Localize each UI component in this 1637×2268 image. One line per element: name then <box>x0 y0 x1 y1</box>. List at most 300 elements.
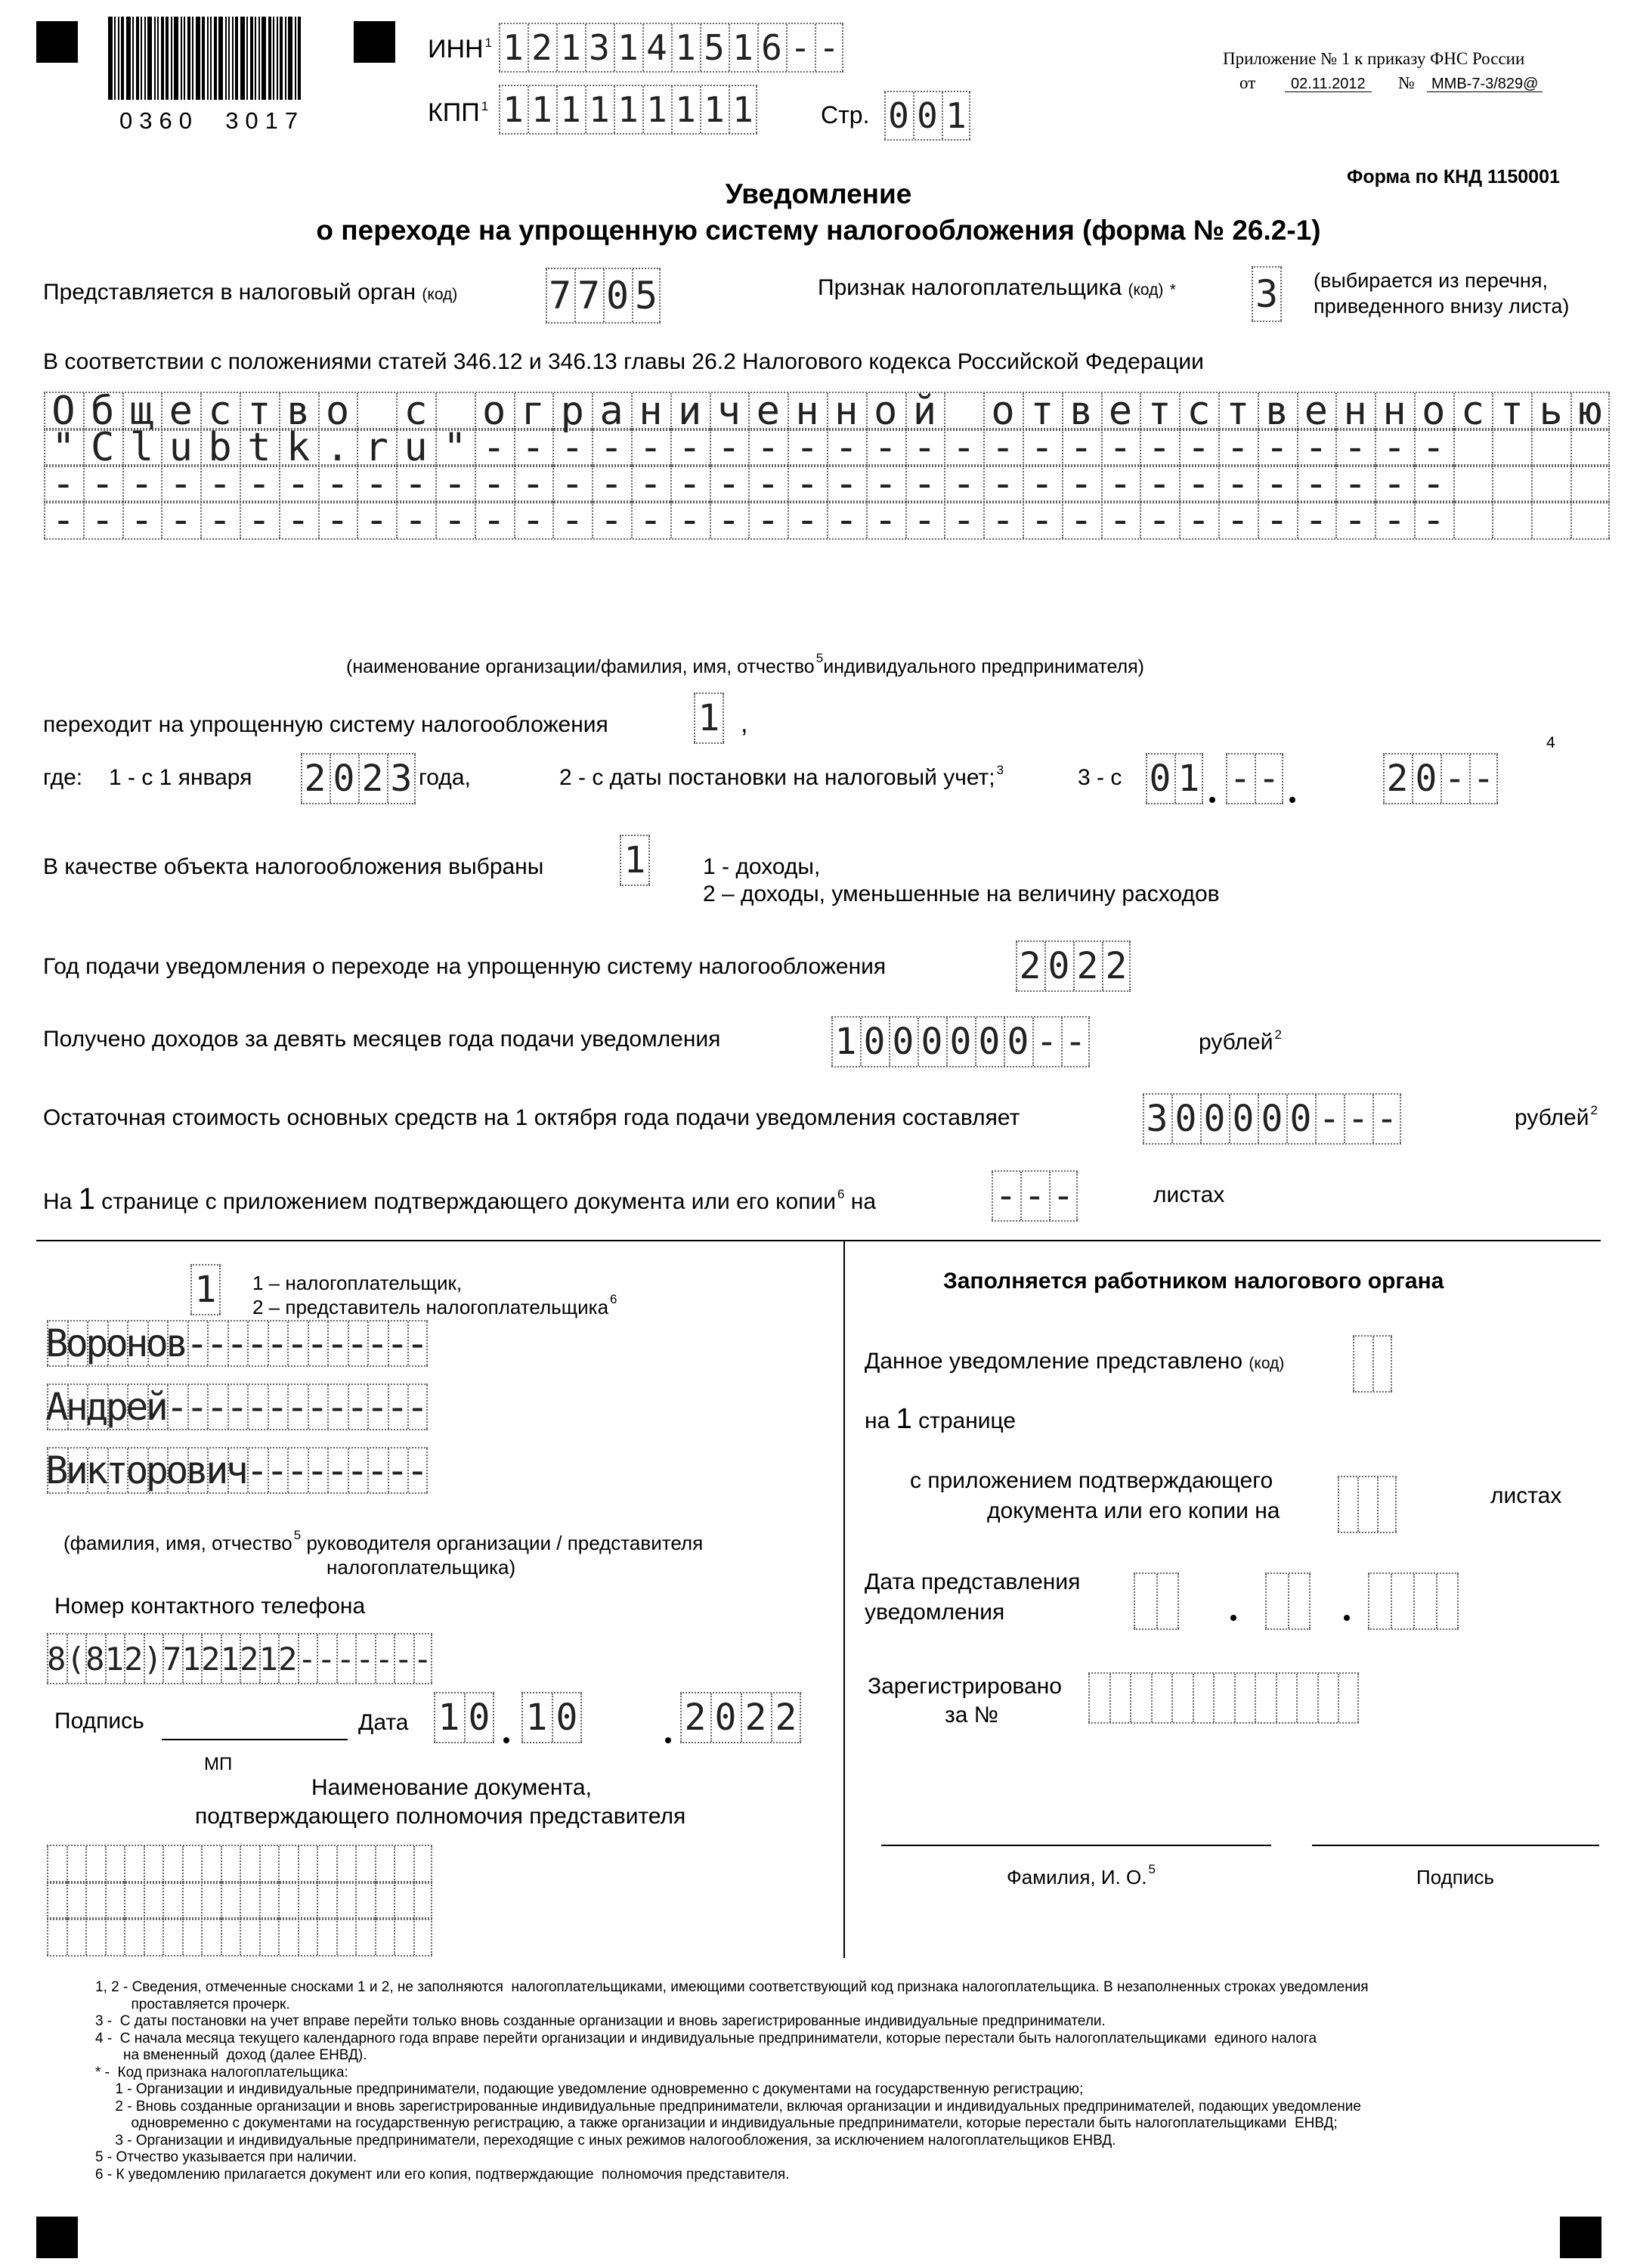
input-cell[interactable] <box>1258 497 1297 543</box>
input-cell[interactable] <box>355 1634 375 1683</box>
input-cell[interactable] <box>631 461 670 507</box>
input-cell[interactable] <box>287 1321 308 1365</box>
input-cell[interactable] <box>1372 1095 1401 1143</box>
input-cell[interactable] <box>394 1634 413 1683</box>
input-cell[interactable] <box>748 461 788 507</box>
input-cell[interactable] <box>227 1321 248 1365</box>
input-cell[interactable] <box>182 1882 202 1919</box>
input-cell[interactable] <box>1062 461 1101 507</box>
input-cell[interactable] <box>603 269 632 322</box>
input-cell[interactable] <box>1375 389 1414 434</box>
input-cell[interactable] <box>124 1919 144 1955</box>
input-cell[interactable] <box>521 1693 552 1742</box>
input-cell[interactable] <box>200 389 240 434</box>
input-cell[interactable] <box>866 425 905 470</box>
input-cell[interactable] <box>336 1882 356 1919</box>
input-cell[interactable] <box>1570 429 1610 466</box>
input-cell[interactable] <box>407 1448 428 1492</box>
input-cell[interactable] <box>552 1693 582 1742</box>
input-cell[interactable] <box>336 1846 356 1882</box>
input-cell[interactable] <box>83 497 122 543</box>
input-cell[interactable] <box>161 461 200 507</box>
input-cell[interactable] <box>788 389 827 434</box>
input-cell[interactable] <box>240 425 279 470</box>
input-cell[interactable] <box>161 425 200 470</box>
input-cell[interactable] <box>815 24 843 71</box>
input-cell[interactable] <box>475 425 514 470</box>
input-cell[interactable] <box>1130 1674 1151 1722</box>
input-cell[interactable] <box>105 1882 125 1919</box>
input-cell[interactable] <box>394 1919 413 1955</box>
input-cell[interactable] <box>435 497 475 543</box>
input-cell[interactable] <box>1315 1095 1344 1143</box>
input-cell[interactable] <box>1255 1674 1276 1722</box>
input-cell[interactable] <box>47 1919 67 1955</box>
input-cell[interactable] <box>240 497 279 543</box>
input-cell[interactable] <box>124 1882 144 1919</box>
input-cell[interactable] <box>83 425 122 470</box>
input-cell[interactable] <box>1171 1095 1200 1143</box>
input-cell[interactable] <box>1375 497 1414 543</box>
input-cell[interactable] <box>1338 1477 1357 1532</box>
input-cell[interactable] <box>1004 1018 1032 1066</box>
input-cell[interactable] <box>1023 497 1062 543</box>
input-cell[interactable] <box>435 425 475 470</box>
input-cell[interactable] <box>1531 466 1570 502</box>
input-cell[interactable] <box>670 461 710 507</box>
input-cell[interactable] <box>355 1882 375 1919</box>
input-cell[interactable] <box>748 497 788 543</box>
transition-cells[interactable] <box>694 692 724 744</box>
input-cell[interactable] <box>1252 268 1282 321</box>
input-cell[interactable] <box>710 425 749 470</box>
input-cell[interactable] <box>546 269 574 322</box>
input-cell[interactable] <box>259 1919 279 1955</box>
input-cell[interactable] <box>1062 497 1101 543</box>
input-cell[interactable] <box>680 1693 710 1742</box>
input-cell[interactable] <box>741 1693 771 1742</box>
input-cell[interactable] <box>1062 389 1101 434</box>
input-cell[interactable] <box>1218 425 1258 470</box>
input-cell[interactable] <box>1258 425 1297 470</box>
input-cell[interactable] <box>700 86 729 133</box>
input-cell[interactable] <box>1413 1574 1436 1628</box>
input-cell[interactable] <box>278 1919 298 1955</box>
input-cell[interactable] <box>1134 1574 1156 1628</box>
org-name-row[interactable] <box>44 461 1610 507</box>
input-cell[interactable] <box>190 1266 221 1314</box>
input-cell[interactable] <box>227 1385 248 1429</box>
input-cell[interactable] <box>83 389 122 434</box>
input-cell[interactable] <box>860 1018 889 1066</box>
input-cell[interactable] <box>162 1634 182 1683</box>
input-cell[interactable] <box>975 1018 1004 1066</box>
input-cell[interactable] <box>287 1385 308 1429</box>
input-cell[interactable] <box>1377 1477 1397 1532</box>
input-cell[interactable] <box>357 461 396 507</box>
input-cell[interactable] <box>771 1693 801 1742</box>
input-cell[interactable] <box>83 461 122 507</box>
input-cell[interactable] <box>585 24 614 71</box>
input-cell[interactable] <box>528 24 556 71</box>
input-cell[interactable] <box>884 92 913 139</box>
input-cell[interactable] <box>221 1882 240 1919</box>
input-cell[interactable] <box>1140 389 1179 434</box>
input-cell[interactable] <box>367 1448 388 1492</box>
input-cell[interactable] <box>1140 425 1179 470</box>
input-cell[interactable] <box>1140 461 1179 507</box>
input-cell[interactable] <box>67 1321 88 1365</box>
input-cell[interactable] <box>162 1846 182 1882</box>
input-cell[interactable] <box>1049 1172 1078 1220</box>
input-cell[interactable] <box>396 389 435 434</box>
input-cell[interactable] <box>85 1846 105 1882</box>
input-cell[interactable] <box>1297 497 1336 543</box>
input-cell[interactable] <box>1174 754 1203 803</box>
input-cell[interactable] <box>1492 389 1531 434</box>
input-cell[interactable] <box>1492 429 1531 466</box>
input-cell[interactable] <box>67 1385 88 1429</box>
input-cell[interactable] <box>670 389 710 434</box>
input-cell[interactable] <box>147 1321 168 1365</box>
office-name-line[interactable] <box>881 1845 1271 1846</box>
input-cell[interactable] <box>1297 389 1336 434</box>
input-cell[interactable] <box>85 1634 105 1683</box>
input-cell[interactable] <box>831 1018 860 1066</box>
input-cell[interactable] <box>1338 1674 1359 1722</box>
input-cell[interactable] <box>1368 1574 1391 1628</box>
input-cell[interactable] <box>1391 1574 1413 1628</box>
input-cell[interactable] <box>367 1321 388 1365</box>
input-cell[interactable] <box>247 1448 268 1492</box>
input-cell[interactable] <box>385 1385 409 1429</box>
input-cell[interactable] <box>475 389 514 434</box>
input-cell[interactable] <box>85 1919 105 1955</box>
input-cell[interactable] <box>827 389 866 434</box>
input-cell[interactable] <box>1317 1674 1338 1722</box>
input-cell[interactable] <box>167 1385 187 1429</box>
input-cell[interactable] <box>434 1693 464 1742</box>
input-cell[interactable] <box>200 461 240 507</box>
input-cell[interactable] <box>1061 1018 1090 1066</box>
input-cell[interactable] <box>85 1882 105 1919</box>
input-cell[interactable] <box>614 24 642 71</box>
input-cell[interactable] <box>413 1846 433 1882</box>
representative-document-row[interactable] <box>47 1917 432 1957</box>
input-cell[interactable] <box>47 1846 67 1882</box>
input-cell[interactable] <box>514 389 553 434</box>
signer-date-year-cells[interactable] <box>680 1692 801 1743</box>
input-cell[interactable] <box>1469 754 1498 803</box>
input-cell[interactable] <box>642 24 671 71</box>
input-cell[interactable] <box>355 1919 375 1955</box>
input-cell[interactable] <box>407 1385 428 1429</box>
input-cell[interactable] <box>279 461 318 507</box>
input-cell[interactable] <box>144 1634 163 1683</box>
input-cell[interactable] <box>317 1846 336 1882</box>
input-cell[interactable] <box>259 1882 279 1919</box>
input-cell[interactable] <box>240 1634 259 1683</box>
input-cell[interactable] <box>757 24 786 71</box>
input-cell[interactable] <box>1453 429 1493 466</box>
input-cell[interactable] <box>327 1385 348 1429</box>
input-cell[interactable] <box>1335 389 1375 434</box>
org-name-row[interactable] <box>44 497 1610 543</box>
input-cell[interactable] <box>259 1846 279 1882</box>
org-name-row[interactable] <box>44 389 1610 434</box>
input-cell[interactable] <box>552 389 592 434</box>
input-cell[interactable] <box>200 497 240 543</box>
input-cell[interactable] <box>122 497 162 543</box>
input-cell[interactable] <box>992 1172 1020 1220</box>
input-cell[interactable] <box>87 1321 107 1365</box>
input-cell[interactable] <box>265 1448 289 1492</box>
input-cell[interactable] <box>1218 389 1258 434</box>
input-cell[interactable] <box>207 1385 227 1429</box>
input-cell[interactable] <box>385 1321 409 1365</box>
input-cell[interactable] <box>866 497 905 543</box>
input-cell[interactable] <box>1288 1574 1311 1628</box>
input-cell[interactable] <box>642 86 671 133</box>
input-cell[interactable] <box>827 461 866 507</box>
input-cell[interactable] <box>983 389 1023 434</box>
input-cell[interactable] <box>201 1846 221 1882</box>
input-cell[interactable] <box>1179 497 1218 543</box>
phone-cells[interactable] <box>47 1633 432 1684</box>
input-cell[interactable] <box>1088 1674 1109 1722</box>
input-cell[interactable] <box>221 1634 240 1683</box>
input-cell[interactable] <box>240 389 279 434</box>
input-cell[interactable] <box>317 1919 336 1955</box>
input-cell[interactable] <box>1276 1674 1297 1722</box>
signer-date-month-cells[interactable] <box>521 1692 582 1743</box>
input-cell[interactable] <box>279 425 318 470</box>
input-cell[interactable] <box>1412 754 1440 803</box>
input-cell[interactable] <box>592 497 631 543</box>
input-cell[interactable] <box>1044 942 1073 990</box>
where-year3-cells[interactable] <box>1383 753 1498 804</box>
input-cell[interactable] <box>287 1448 308 1492</box>
input-cell[interactable] <box>631 389 670 434</box>
input-cell[interactable] <box>913 92 942 139</box>
input-cell[interactable] <box>1286 1095 1315 1143</box>
input-cell[interactable] <box>375 1846 395 1882</box>
input-cell[interactable] <box>1335 497 1375 543</box>
input-cell[interactable] <box>122 389 162 434</box>
notice-year-cells[interactable] <box>1016 940 1131 992</box>
input-cell[interactable] <box>1073 942 1102 990</box>
representative-document-row[interactable] <box>47 1845 432 1884</box>
input-cell[interactable] <box>866 461 905 507</box>
input-cell[interactable] <box>147 1385 168 1429</box>
page-cells[interactable] <box>884 91 970 141</box>
input-cell[interactable] <box>67 1448 88 1492</box>
input-cell[interactable] <box>345 1448 369 1492</box>
input-cell[interactable] <box>1102 942 1131 990</box>
input-cell[interactable] <box>710 497 749 543</box>
input-cell[interactable] <box>514 497 553 543</box>
input-cell[interactable] <box>614 86 642 133</box>
input-cell[interactable] <box>201 1634 221 1683</box>
input-cell[interactable] <box>1179 389 1218 434</box>
input-cell[interactable] <box>385 1448 409 1492</box>
input-cell[interactable] <box>298 1919 317 1955</box>
input-cell[interactable] <box>122 425 162 470</box>
input-cell[interactable] <box>161 497 200 543</box>
input-cell[interactable] <box>620 836 650 885</box>
input-cell[interactable] <box>585 86 614 133</box>
input-cell[interactable] <box>1436 1574 1459 1628</box>
income-cells[interactable] <box>831 1016 1090 1067</box>
input-cell[interactable] <box>700 24 729 71</box>
input-cell[interactable] <box>1016 942 1044 990</box>
input-cell[interactable] <box>187 1321 208 1365</box>
input-cell[interactable] <box>105 1919 125 1955</box>
input-cell[interactable] <box>1109 1674 1131 1722</box>
input-cell[interactable] <box>786 24 815 71</box>
input-cell[interactable] <box>592 389 631 434</box>
input-cell[interactable] <box>247 1321 268 1365</box>
input-cell[interactable] <box>983 461 1023 507</box>
input-cell[interactable] <box>298 1846 317 1882</box>
input-cell[interactable] <box>694 694 724 742</box>
input-cell[interactable] <box>44 389 83 434</box>
input-cell[interactable] <box>44 497 83 543</box>
office-date-month-cells[interactable] <box>1265 1572 1311 1630</box>
input-cell[interactable] <box>631 497 670 543</box>
input-cell[interactable] <box>514 425 553 470</box>
input-cell[interactable] <box>552 497 592 543</box>
input-cell[interactable] <box>552 425 592 470</box>
input-cell[interactable] <box>144 1846 163 1882</box>
input-cell[interactable] <box>1531 389 1570 434</box>
input-cell[interactable] <box>105 1634 125 1683</box>
pages-cells[interactable] <box>992 1170 1078 1222</box>
input-cell[interactable] <box>1335 425 1375 470</box>
input-cell[interactable] <box>182 1919 202 1955</box>
input-cell[interactable] <box>1020 1172 1049 1220</box>
input-cell[interactable] <box>44 425 83 470</box>
input-cell[interactable] <box>221 1846 240 1882</box>
input-cell[interactable] <box>394 1882 413 1919</box>
input-cell[interactable] <box>221 1919 240 1955</box>
input-cell[interactable] <box>278 1882 298 1919</box>
input-cell[interactable] <box>748 425 788 470</box>
input-cell[interactable] <box>127 1448 147 1492</box>
input-cell[interactable] <box>592 461 631 507</box>
input-cell[interactable] <box>201 1919 221 1955</box>
input-cell[interactable] <box>127 1385 147 1429</box>
input-cell[interactable] <box>1255 754 1283 803</box>
input-cell[interactable] <box>47 1385 67 1429</box>
input-cell[interactable] <box>375 1634 395 1683</box>
input-cell[interactable] <box>1193 1674 1214 1722</box>
input-cell[interactable] <box>345 1385 369 1429</box>
input-cell[interactable] <box>394 1846 413 1882</box>
input-cell[interactable] <box>317 1882 336 1919</box>
input-cell[interactable] <box>788 461 827 507</box>
input-cell[interactable] <box>336 1634 356 1683</box>
input-cell[interactable] <box>464 1693 494 1742</box>
input-cell[interactable] <box>983 497 1023 543</box>
object-cells[interactable] <box>620 835 650 886</box>
input-cell[interactable] <box>375 1882 395 1919</box>
signature-line[interactable] <box>162 1739 348 1740</box>
input-cell[interactable] <box>788 425 827 470</box>
office-date-year-cells[interactable] <box>1368 1572 1459 1630</box>
input-cell[interactable] <box>1297 425 1336 470</box>
input-cell[interactable] <box>670 425 710 470</box>
office-date-day-cells[interactable] <box>1134 1572 1179 1630</box>
input-cell[interactable] <box>265 1385 289 1429</box>
input-cell[interactable] <box>144 1882 163 1919</box>
input-cell[interactable] <box>710 1693 741 1742</box>
input-cell[interactable] <box>1375 461 1414 507</box>
input-cell[interactable] <box>330 754 358 803</box>
input-cell[interactable] <box>375 1919 395 1955</box>
input-cell[interactable] <box>670 497 710 543</box>
input-cell[interactable] <box>1213 1674 1234 1722</box>
input-cell[interactable] <box>1218 461 1258 507</box>
signer-name-row[interactable] <box>47 1447 428 1494</box>
input-cell[interactable] <box>729 86 757 133</box>
input-cell[interactable] <box>413 1882 433 1919</box>
input-cell[interactable] <box>556 86 585 133</box>
input-cell[interactable] <box>1335 461 1375 507</box>
input-cell[interactable] <box>671 86 700 133</box>
input-cell[interactable] <box>905 497 945 543</box>
input-cell[interactable] <box>1179 425 1218 470</box>
office-attach-cells[interactable] <box>1338 1476 1397 1533</box>
input-cell[interactable] <box>788 497 827 543</box>
input-cell[interactable] <box>162 1919 182 1955</box>
input-cell[interactable] <box>357 425 396 470</box>
input-cell[interactable] <box>1453 389 1493 434</box>
input-cell[interactable] <box>305 1448 329 1492</box>
input-cell[interactable] <box>905 425 945 470</box>
input-cell[interactable] <box>318 389 357 434</box>
input-cell[interactable] <box>528 86 556 133</box>
input-cell[interactable] <box>1414 389 1453 434</box>
input-cell[interactable] <box>944 461 983 507</box>
input-cell[interactable] <box>1101 389 1140 434</box>
input-cell[interactable] <box>147 1448 168 1492</box>
input-cell[interactable] <box>475 461 514 507</box>
office-submitted-cells[interactable] <box>1353 1335 1392 1393</box>
input-cell[interactable] <box>1492 502 1531 538</box>
input-cell[interactable] <box>1023 461 1062 507</box>
input-cell[interactable] <box>552 461 592 507</box>
org-name-row[interactable] <box>44 425 1610 470</box>
office-reg-cells[interactable] <box>1088 1672 1359 1724</box>
input-cell[interactable] <box>1531 502 1570 538</box>
input-cell[interactable] <box>1414 461 1453 507</box>
input-cell[interactable] <box>207 1321 227 1365</box>
input-cell[interactable] <box>327 1448 348 1492</box>
input-cell[interactable] <box>127 1321 147 1365</box>
input-cell[interactable] <box>1200 1095 1229 1143</box>
input-cell[interactable] <box>475 497 514 543</box>
input-cell[interactable] <box>1414 497 1453 543</box>
input-cell[interactable] <box>357 393 396 429</box>
input-cell[interactable] <box>278 1846 298 1882</box>
input-cell[interactable] <box>240 461 279 507</box>
input-cell[interactable] <box>122 461 162 507</box>
input-cell[interactable] <box>67 1634 86 1683</box>
input-cell[interactable] <box>327 1321 348 1365</box>
input-cell[interactable] <box>413 1634 433 1683</box>
input-cell[interactable] <box>87 1385 107 1429</box>
